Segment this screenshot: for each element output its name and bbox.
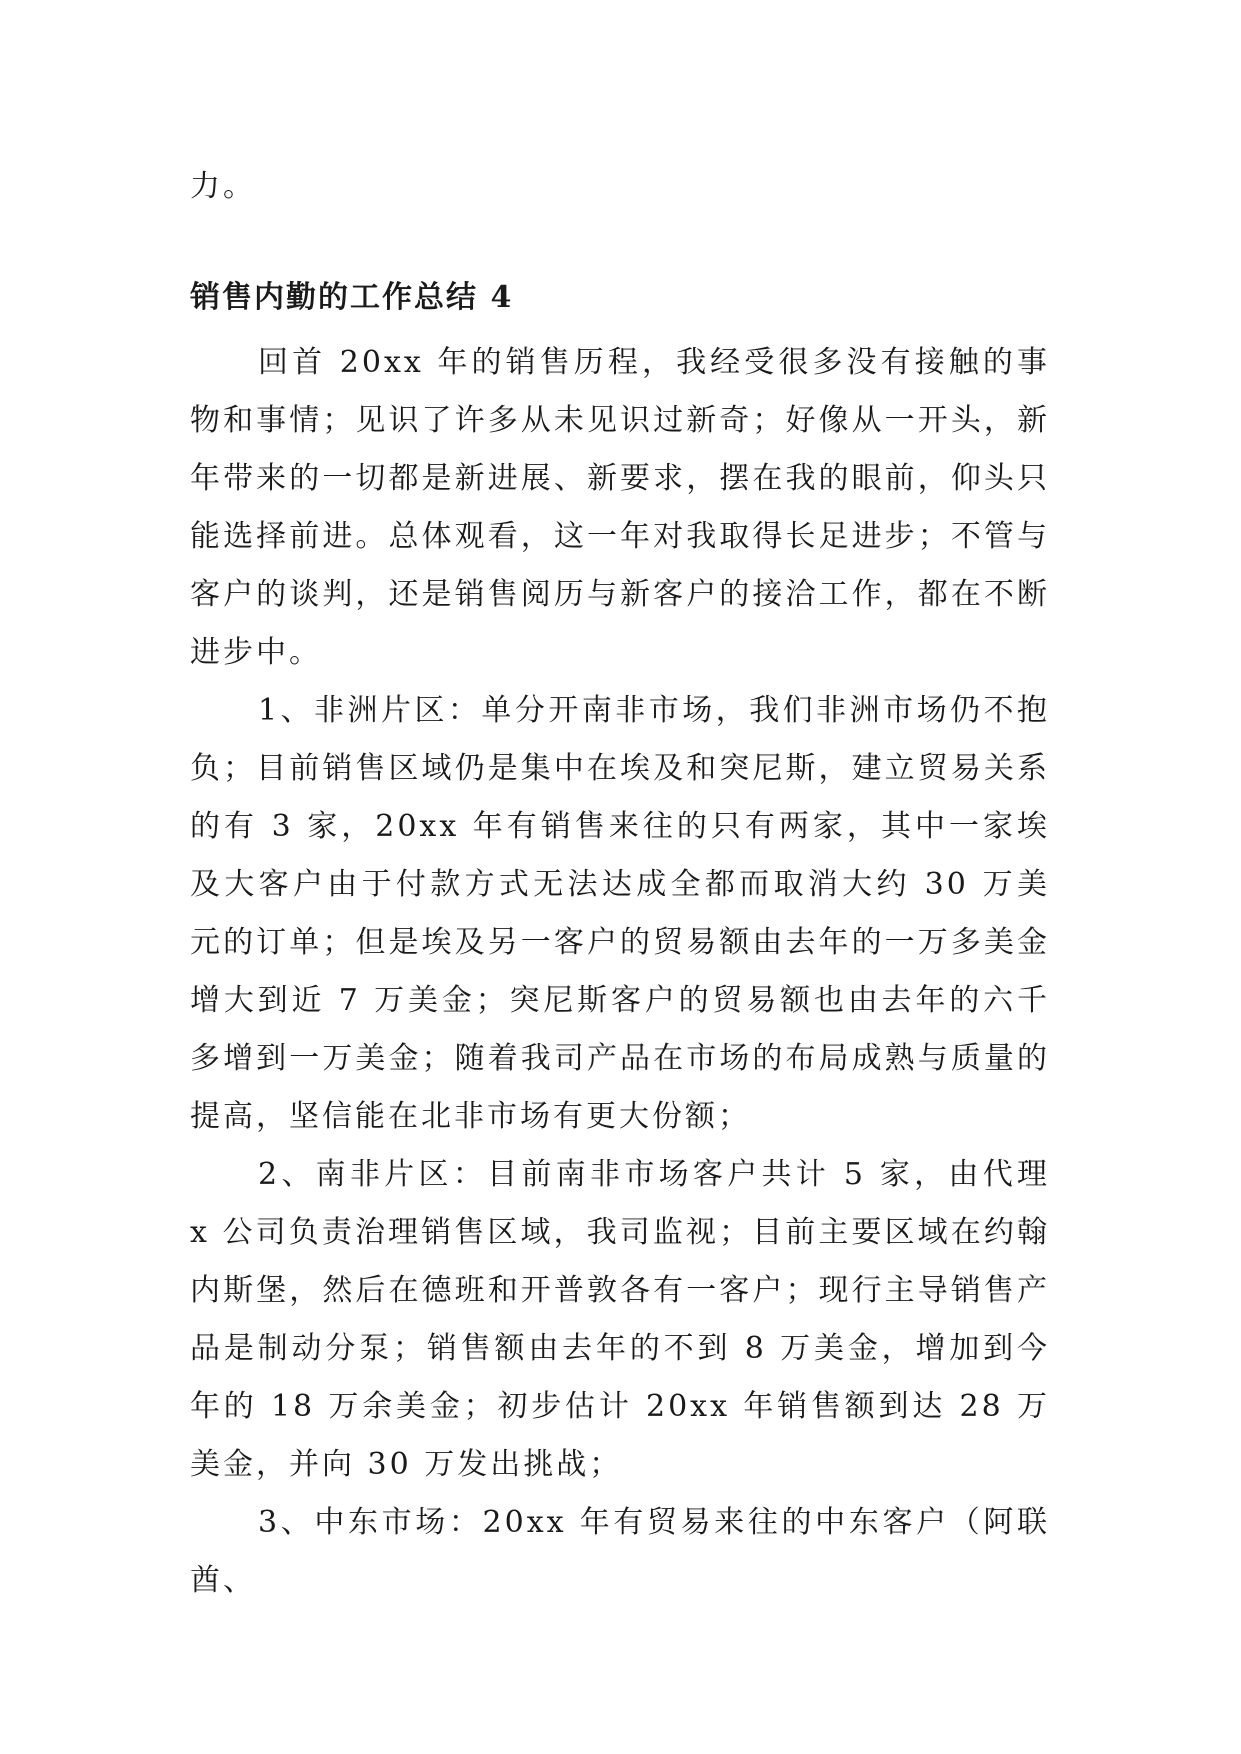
paragraph-intro: 回首 20xx 年的销售历程，我经受很多没有接触的事物和事情；见识了许多从未见识过新奇；好像从一开头，新年带来的一切都是新进展、新要求，摆在我的眼前，仰头只能选择前进。总体观看，这一年对我取得长足进步；不管与客户的谈判，还是销售阅历与新客户的接洽工作，都在不断进步中。 [190,345,1050,670]
section-heading: 销售内勤的工作总结 4 [190,280,514,315]
document-body [190,334,1050,1610]
continuation-text: 力。 [190,169,256,204]
paragraph-middle-east-market: 3、中东市场：20xx 年有贸易来往的中东客户（阿联酋、 [190,1505,1050,1598]
paragraph-south-africa-region: 2、南非片区：目前南非市场客户共计 5 家，由代理 x 公司负责治理销售区域，我司监视；目前主要区域在约翰内斯堡，然后在德班和开普敦各有一客户；现行主导销售产品是制动分泵；销售额由去年的不到 8 万美金，增加到今年的 18 万余美金；初步估计 20xx 年销售额到达 28 万美金，并向 30 万发出挑战； [190,1157,1050,1482]
paragraph-africa-region: 1、非洲片区：单分开南非市场，我们非洲市场仍不抱负；目前销售区域仍是集中在埃及和突尼斯，建立贸易关系的有 3 家，20xx 年有销售来往的只有两家，其中一家埃及大客户由于付款方式无法达成全都而取消大约 30 万美元的订单；但是埃及另一客户的贸易额由去年的一万多美金增大到近 7 万美金；突尼斯客户的贸易额也由去年的六千多增到一万美金；随着我司产品在市场的布局成熟与质量的提高，坚信能在北非市场有更大份额； [190,693,1050,1134]
